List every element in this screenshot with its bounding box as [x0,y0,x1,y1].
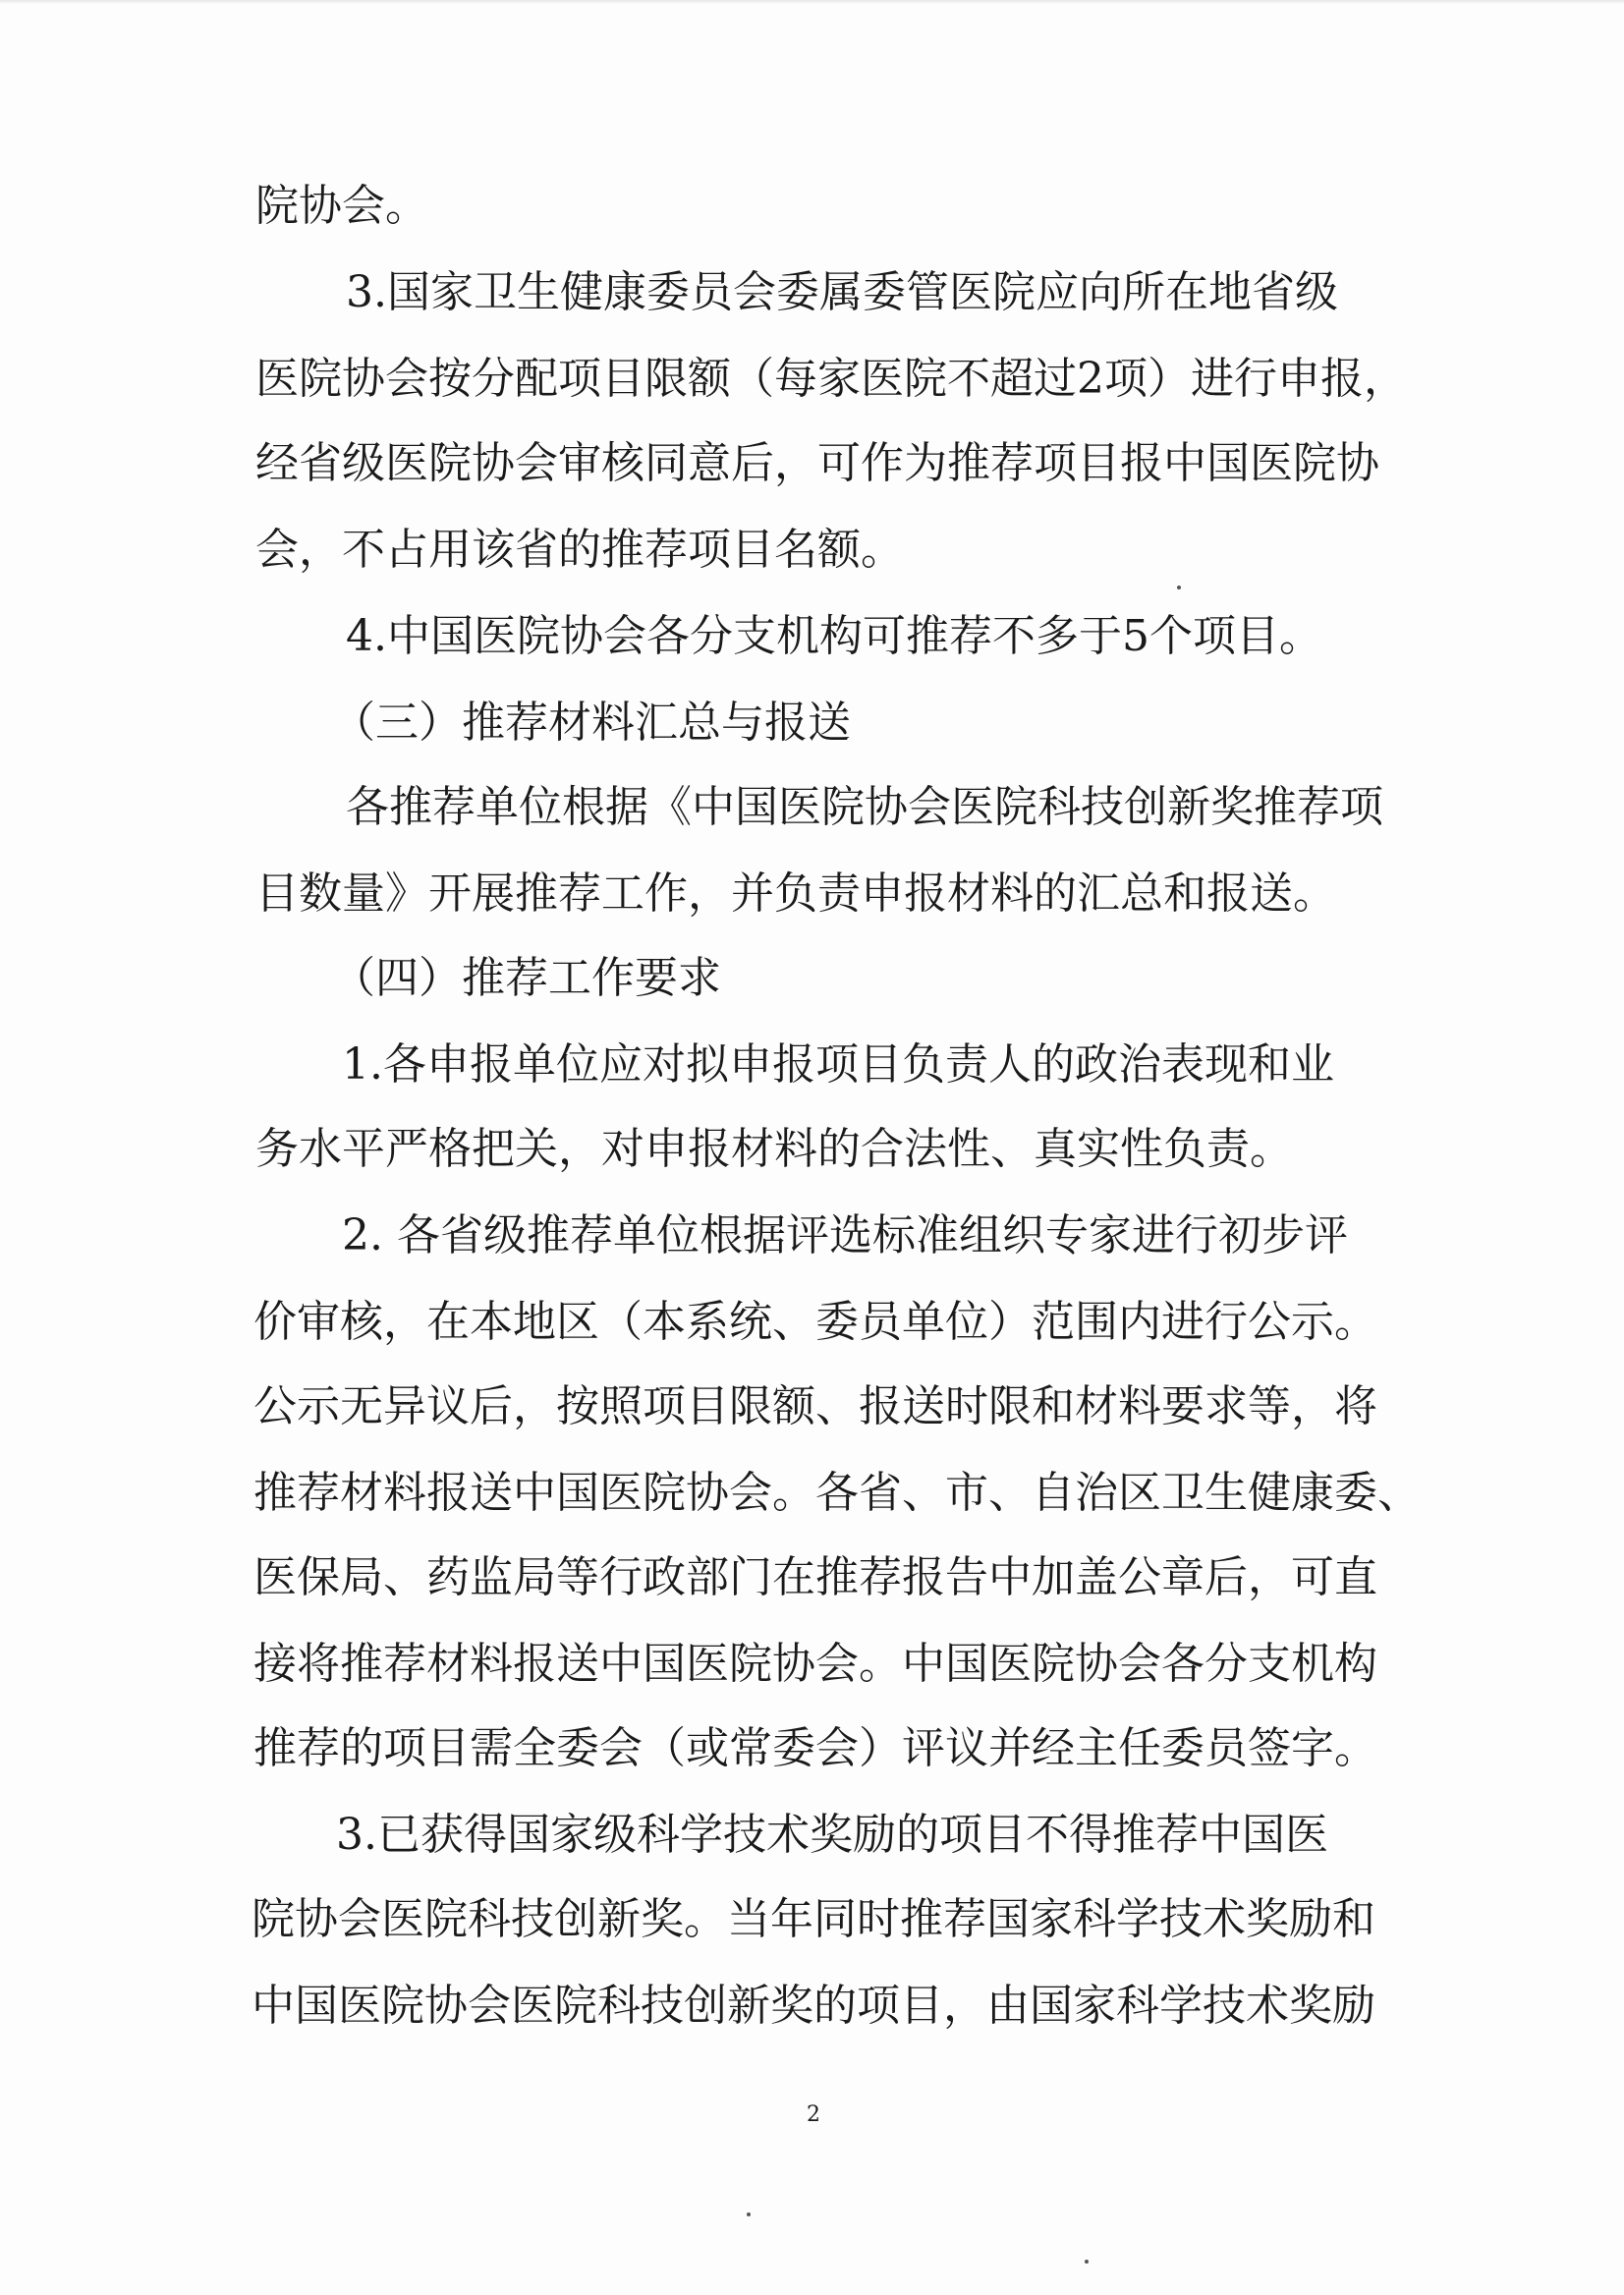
text-line: 公示无异议后，按照项目限额、报送时限和材料要求等，将 [253,1381,1377,1431]
section-heading: （四）推荐工作要求 [332,953,721,1003]
text-line: 院协会。 [255,181,428,231]
text-line: 4.中国医院协会各分支机构可推荐不多于5个项目。 [346,611,1322,661]
text-line: 医保局、药监局等行政部门在推荐报告中加盖公章后，可直 [253,1552,1377,1602]
text-line: 目数量》开展推荐工作，并负责申报材料的汇总和报送。 [255,868,1336,919]
text-line: 推荐的项目需全委会（或常委会）评议并经主任委员签字。 [253,1723,1377,1773]
text-line: 推荐材料报送中国医院协会。各省、市、自治区卫生健康委、 [253,1468,1421,1518]
text-line: 2. 各省级推荐单位根据评选标准组织专家进行初步评 [342,1210,1348,1260]
scan-speck [1085,2260,1089,2264]
page-number: 2 [807,2102,820,2127]
scan-top-edge [0,0,1624,4]
text-line: 1.各申报单位应对拟申报项目负责人的政治表现和业 [342,1039,1334,1090]
text-line: 会，不占用该省的推荐项目名额。 [255,525,904,575]
text-line: 经省级医院协会审核同意后，可作为推荐项目报中国医院协 [255,438,1379,488]
text-line: 中国医院协会医院科技创新奖的项目，由国家科学技术奖励 [252,1981,1375,2031]
scan-speck [1177,586,1181,589]
text-line: 院协会医院科技创新奖。当年同时推荐国家科学技术奖励和 [252,1894,1375,1944]
section-heading: （三）推荐材料汇总与报送 [332,698,851,748]
scan-speck [747,2212,751,2216]
text-line: 3.国家卫生健康委员会委属委管医院应向所在地省级 [346,267,1338,317]
text-line: 接将推荐材料报送中国医院协会。中国医院协会各分支机构 [253,1639,1377,1689]
text-line: 医院协会按分配项目限额（每家医院不超过2项）进行申报， [255,354,1407,404]
text-line: 各推荐单位根据《中国医院协会医院科技创新奖推荐项 [346,782,1383,832]
text-line: 务水平严格把关，对申报材料的合法性、真实性负责。 [255,1124,1293,1174]
text-line: 3.已获得国家级科学技术奖励的项目不得推荐中国医 [336,1810,1328,1860]
text-line: 价审核，在本地区（本系统、委员单位）范围内进行公示。 [253,1297,1377,1347]
